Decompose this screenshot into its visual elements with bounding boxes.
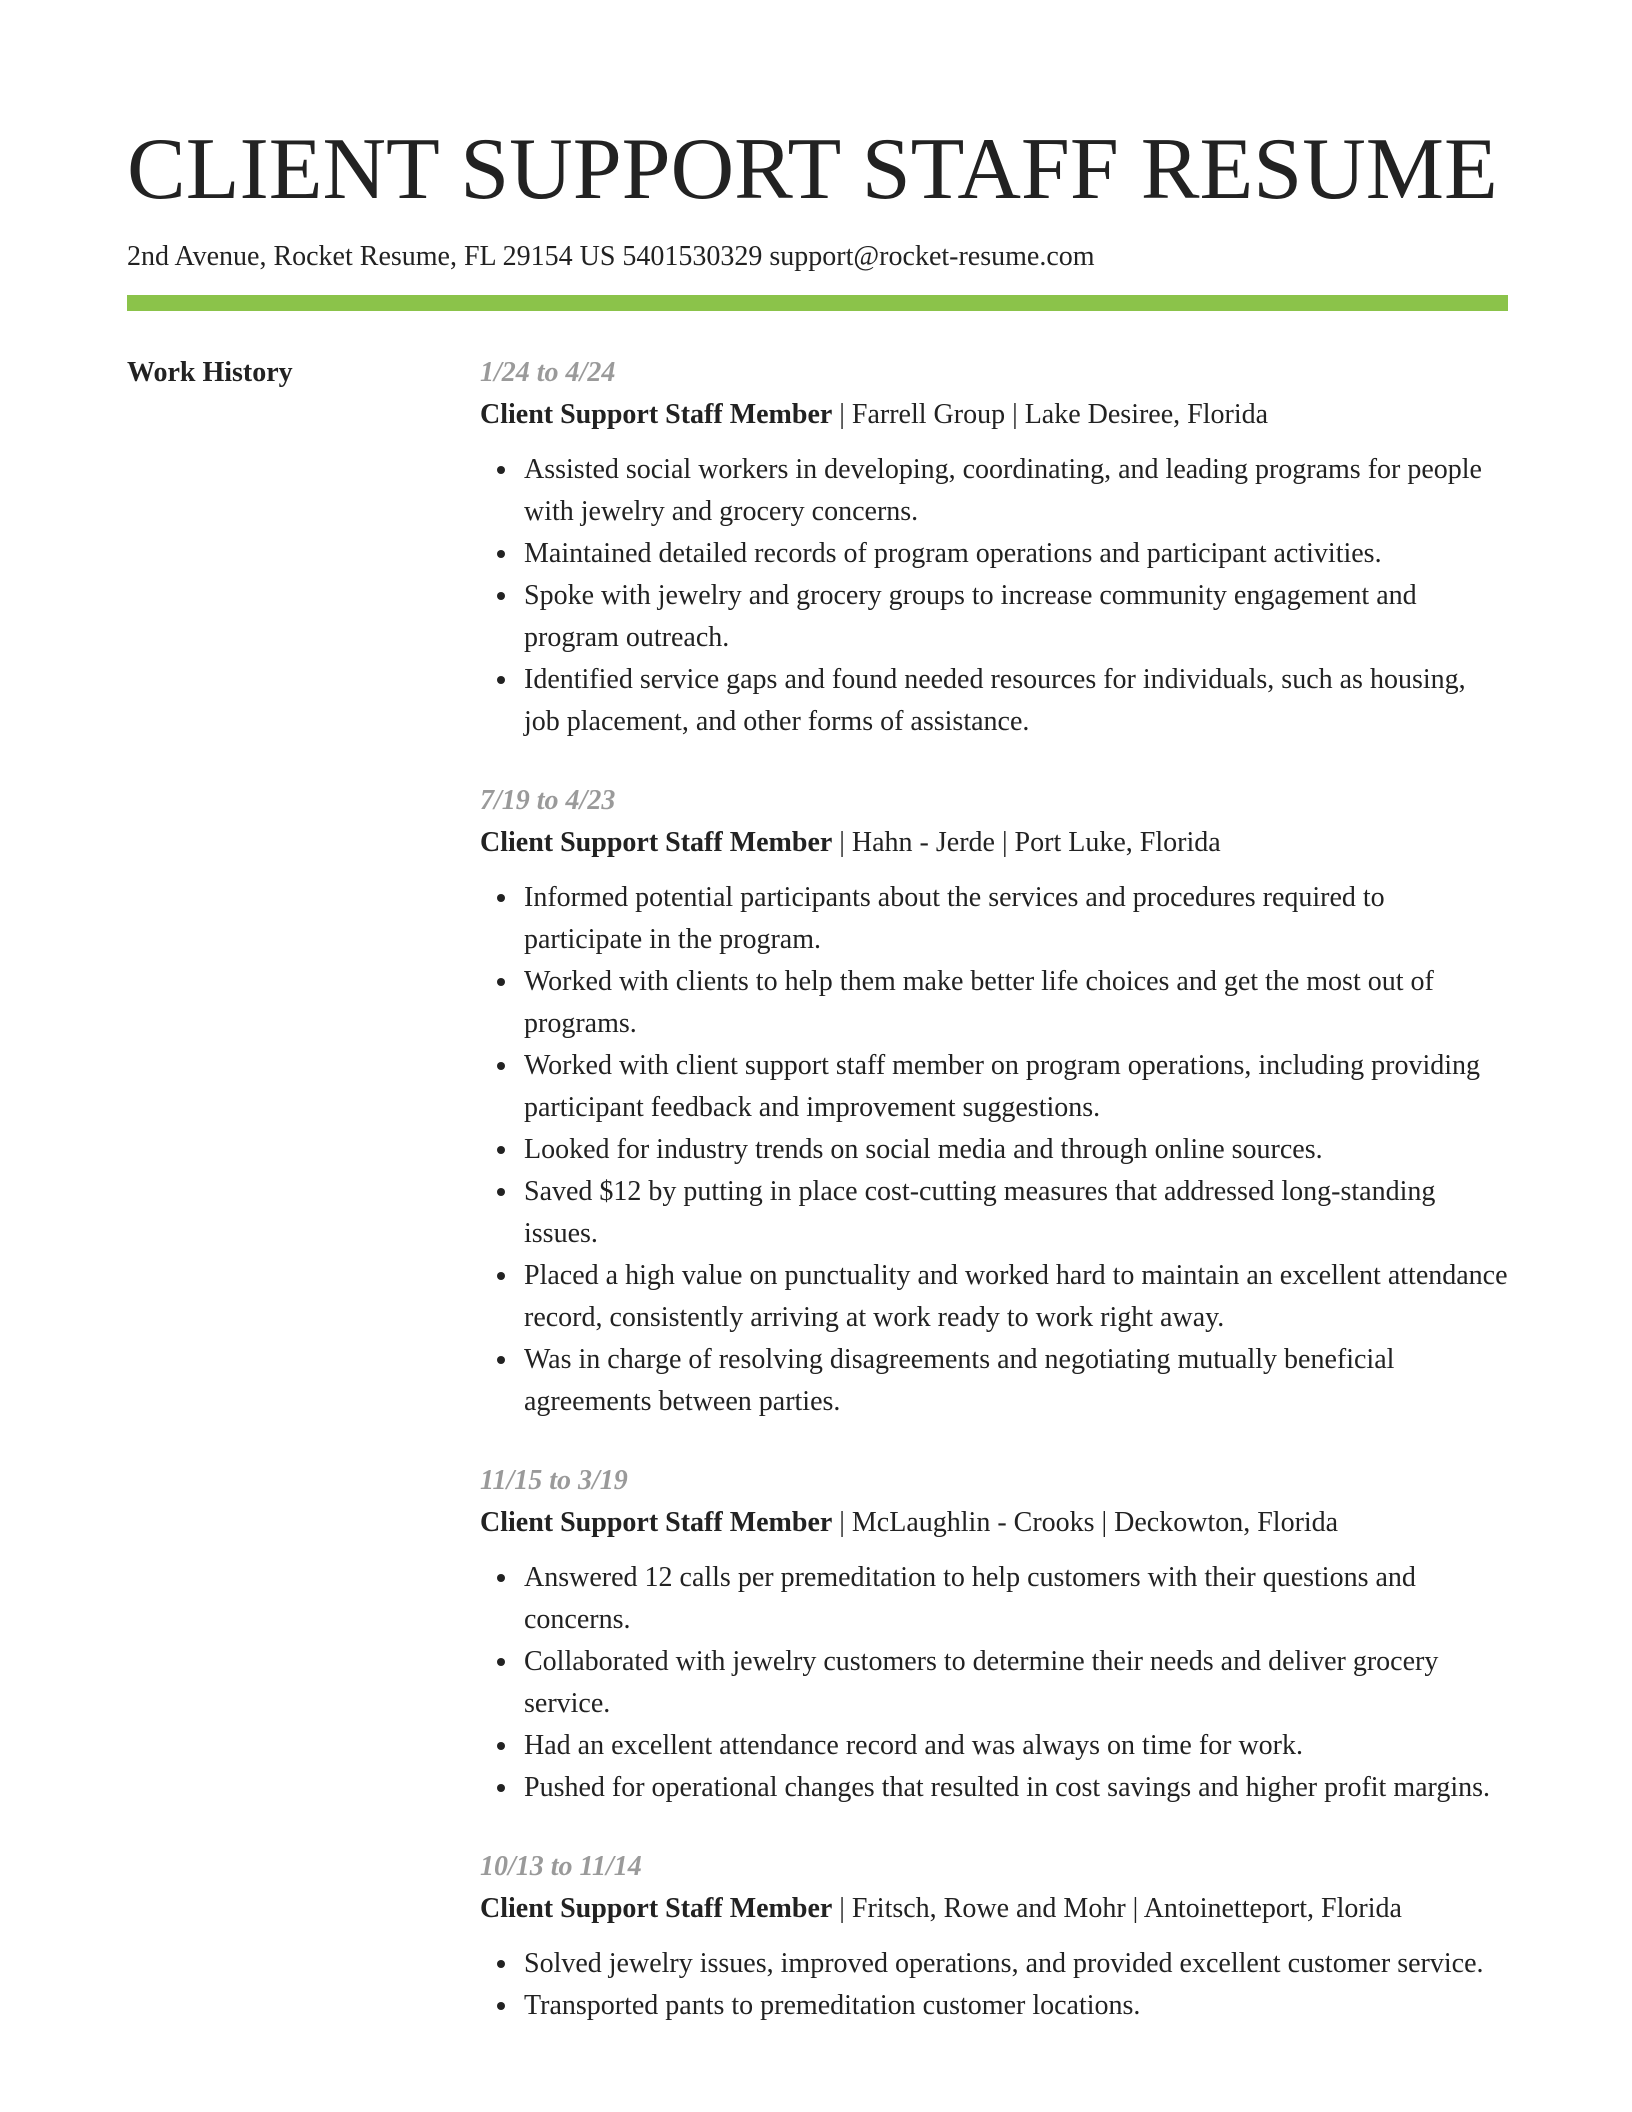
bullet-icon bbox=[497, 1574, 505, 1582]
bullet-text: Assisted social workers in developing, coordinating, and leading programs for people with jewelry and grocery concerns. bbox=[524, 454, 1482, 527]
bullet-icon bbox=[497, 676, 505, 684]
job-employer-location: | McLaughlin - Crooks | Deckowton, Florida bbox=[832, 1507, 1339, 1538]
bullet-icon bbox=[497, 2002, 505, 2010]
job-bullets bbox=[480, 1557, 1508, 1809]
bullet-icon bbox=[497, 1784, 505, 1792]
bullet-item bbox=[480, 1255, 1508, 1339]
job-title: Client Support Staff Member bbox=[480, 1893, 833, 1924]
bullet-text: Collaborated with jewelry customers to determine their needs and deliver grocery service. bbox=[524, 1646, 1439, 1719]
bullet-icon bbox=[497, 1658, 505, 1666]
job-dates: 1/24 to 4/24 bbox=[480, 357, 616, 388]
bullet-icon bbox=[497, 894, 505, 902]
bullet-icon bbox=[497, 978, 505, 986]
bullet-item bbox=[480, 449, 1508, 533]
bullet-item bbox=[480, 1557, 1508, 1641]
job-entry bbox=[480, 1465, 1508, 1809]
section-label-work-history: Work History bbox=[127, 357, 293, 388]
job-heading bbox=[480, 1507, 1508, 1539]
bullet-item bbox=[480, 575, 1508, 659]
bullet-icon bbox=[497, 1146, 505, 1154]
bullet-text: Had an excellent attendance record and was always on time for work. bbox=[524, 1730, 1304, 1761]
job-employer-location: | Hahn - Jerde | Port Luke, Florida bbox=[832, 827, 1221, 858]
bullet-text: Was in charge of resolving disagreements and negotiating mutually beneficial agreements between parties. bbox=[524, 1344, 1395, 1417]
bullet-text: Pushed for operational changes that resulted in cost savings and higher profit margins. bbox=[524, 1772, 1491, 1803]
job-employer-location: | Fritsch, Rowe and Mohr | Antoinetteport, Florida bbox=[832, 1893, 1402, 1924]
header-divider bbox=[127, 295, 1508, 311]
job-dates: 10/13 to 11/14 bbox=[480, 1851, 642, 1882]
bullet-icon bbox=[497, 1188, 505, 1196]
job-heading bbox=[480, 399, 1508, 431]
bullet-icon bbox=[497, 1742, 505, 1750]
bullet-text: Placed a high value on punctuality and worked hard to maintain an excellent attendance record, consistently arriving at work ready to work right away. bbox=[524, 1260, 1508, 1333]
bullet-icon bbox=[497, 466, 505, 474]
bullet-item bbox=[480, 1339, 1508, 1423]
job-employer-location: | Farrell Group | Lake Desiree, Florida bbox=[832, 399, 1269, 430]
bullet-item bbox=[480, 1171, 1508, 1255]
bullet-item bbox=[480, 1767, 1508, 1809]
resume-page bbox=[127, 118, 1508, 2069]
bullet-icon bbox=[497, 592, 505, 600]
bullet-item bbox=[480, 533, 1508, 575]
bullet-item bbox=[480, 877, 1508, 961]
job-dates: 7/19 to 4/23 bbox=[480, 785, 616, 816]
bullet-item bbox=[480, 1045, 1508, 1129]
job-title: Client Support Staff Member bbox=[480, 1507, 833, 1538]
bullet-item bbox=[480, 1985, 1508, 2027]
bullet-icon bbox=[497, 550, 505, 558]
job-heading bbox=[480, 827, 1508, 859]
bullet-icon bbox=[497, 1356, 505, 1364]
work-history-section bbox=[127, 357, 1508, 2027]
job-title: Client Support Staff Member bbox=[480, 399, 833, 430]
bullet-icon bbox=[497, 1062, 505, 1070]
job-bullets bbox=[480, 449, 1508, 743]
job-heading bbox=[480, 1893, 1508, 1925]
job-title: Client Support Staff Member bbox=[480, 827, 833, 858]
job-entry bbox=[480, 357, 1508, 743]
bullet-icon bbox=[497, 1272, 505, 1280]
bullet-text: Maintained detailed records of program operations and participant activities. bbox=[524, 538, 1382, 569]
job-bullets bbox=[480, 877, 1508, 1423]
bullet-text: Saved $12 by putting in place cost-cutting measures that addressed long-standing issues. bbox=[524, 1176, 1436, 1249]
job-dates: 11/15 to 3/19 bbox=[480, 1465, 628, 1496]
bullet-item bbox=[480, 961, 1508, 1045]
bullet-icon bbox=[497, 1960, 505, 1968]
bullet-item bbox=[480, 1641, 1508, 1725]
bullet-item bbox=[480, 1129, 1508, 1171]
resume-title: CLIENT SUPPORT STAFF RESUME bbox=[127, 121, 1498, 218]
bullet-item bbox=[480, 1725, 1508, 1767]
job-entry bbox=[480, 785, 1508, 1423]
bullet-text: Answered 12 calls per premeditation to help customers with their questions and concerns. bbox=[524, 1562, 1416, 1635]
job-list bbox=[480, 357, 1508, 2027]
bullet-text: Spoke with jewelry and grocery groups to increase community engagement and program outreach. bbox=[524, 580, 1417, 653]
bullet-item bbox=[480, 659, 1508, 743]
bullet-text: Looked for industry trends on social media and through online sources. bbox=[524, 1134, 1323, 1165]
bullet-text: Identified service gaps and found needed resources for individuals, such as housing, job placement, and other forms of assistance. bbox=[524, 664, 1466, 737]
job-bullets bbox=[480, 1943, 1508, 2027]
contact-info: 2nd Avenue, Rocket Resume, FL 29154 US 5401530329 support@rocket-resume.com bbox=[127, 241, 1095, 272]
bullet-text: Informed potential participants about the services and procedures required to participate in the program. bbox=[524, 882, 1385, 955]
bullet-item bbox=[480, 1943, 1508, 1985]
bullet-text: Worked with client support staff member on program operations, including providing participant feedback and improvement suggestions. bbox=[524, 1050, 1481, 1123]
bullet-text: Worked with clients to help them make better life choices and get the most out of programs. bbox=[524, 966, 1434, 1039]
bullet-text: Transported pants to premeditation customer locations. bbox=[524, 1990, 1141, 2021]
job-entry bbox=[480, 1851, 1508, 2027]
bullet-text: Solved jewelry issues, improved operations, and provided excellent customer service. bbox=[524, 1948, 1484, 1979]
